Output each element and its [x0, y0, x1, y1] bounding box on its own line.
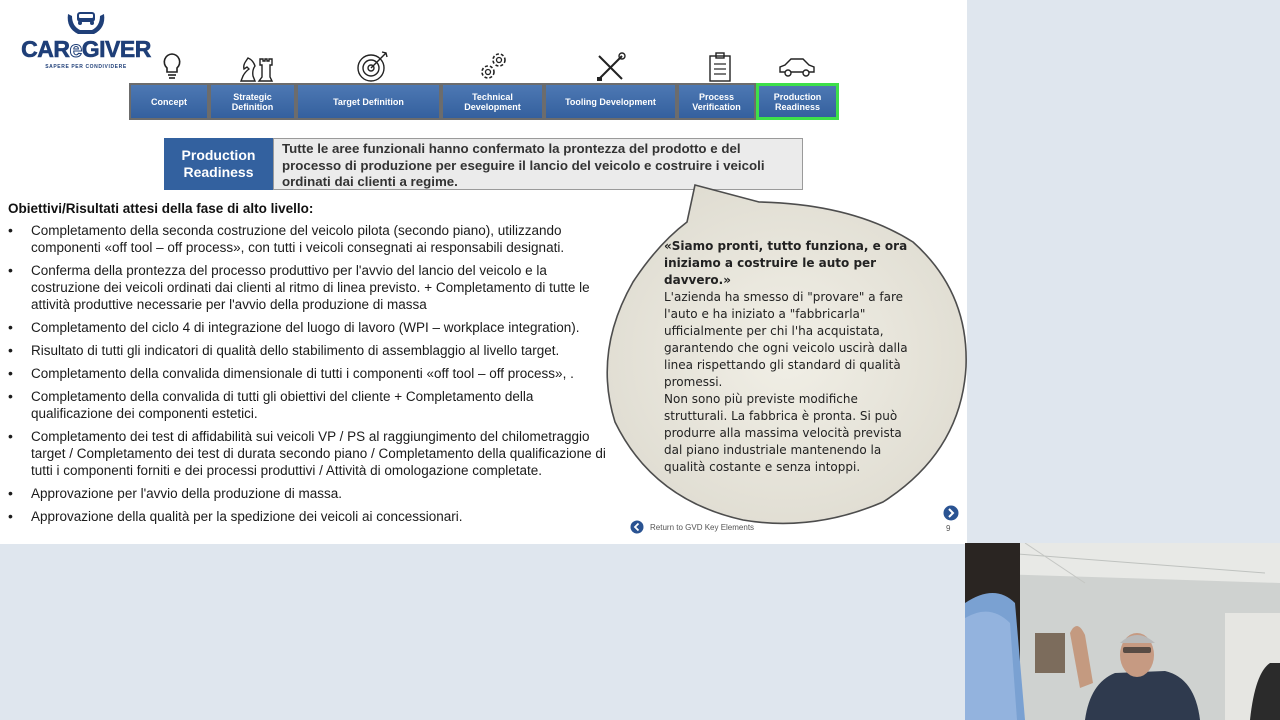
list-item: • Approvazione della qualità per la spedizione dei veicoli ai concessionari.: [8, 508, 608, 525]
phase-production-readiness[interactable]: Production Readiness: [756, 83, 839, 120]
phase-strategic-definition[interactable]: Strategic Definition: [209, 83, 296, 120]
phase-tooling-development[interactable]: Tooling Development: [544, 83, 677, 120]
logo-tagline: SAPERE PER CONDIVIDERE: [45, 64, 127, 70]
phase-process-verification[interactable]: Process Verification: [677, 83, 756, 120]
phase-technical-development[interactable]: Technical Development: [441, 83, 544, 120]
list-item: • Completamento della convalida dimensionale di tutti i componenti «off tool – off process», .: [8, 365, 608, 382]
target-icon: [354, 50, 390, 84]
list-item: • Completamento della seconda costruzione del veicolo pilota (secondo piano), utilizzando componenti «off tool – off process», con tutti i veicoli consegnati ai responsabili designati.: [8, 222, 608, 256]
phase-target-definition[interactable]: Target Definition: [296, 83, 441, 120]
caregiver-logo: [16, 6, 156, 72]
definition-label: Production Readiness: [164, 138, 273, 190]
objectives-list: [8, 222, 608, 531]
tools-icon: [594, 50, 628, 84]
chess-icon: [236, 50, 276, 84]
logo-wordmark: CAReGIVER: [21, 36, 151, 62]
bubble-title: «Siamo pronti, tutto funziona, e ora iniziamo a costruire le auto per davvero.»: [664, 239, 908, 287]
bubble-paragraph: Non sono più previste modifiche strutturali. La fabbrica è pronta. Si può produrre alla massima velocità prevista dal piano industriale mantenendo la qualità costante e senza intoppi.: [664, 392, 902, 474]
list-item: • Completamento del ciclo 4 di integrazione del luogo di lavoro (WPI – workplace integration).: [8, 319, 608, 336]
list-item: • Completamento della convalida di tutti gli obiettivi del cliente + Completamento della qualificazione dei componenti estetici.: [8, 388, 608, 422]
list-item: • Completamento dei test di affidabilità sui veicoli VP / PS al raggiungimento del chilometraggio target / Completamento dei test di durata secondo piano / Completamento della qualificazione di tutti i componenti forniti e dei processi produttivi / Attività di omologazione completate.: [8, 428, 608, 479]
list-item: • Conferma della prontezza del processo produttivo per l'avvio del lancio del veicolo e la costruzione dei veicoli ordinati dai clienti al ritmo di linea previsto. + Completamento di tutte le attività produttive necessarie per l'avvio della produzione di massa: [8, 262, 608, 313]
next-arrow-icon[interactable]: [943, 505, 959, 521]
bubble-text: [664, 238, 914, 476]
back-link[interactable]: [630, 520, 754, 534]
bubble-paragraph: L'azienda ha smesso di "provare" a fare l'auto e ha iniziato a "fabbricarla" ufficialmente per chi l'ha acquistata, garantendo che ogni veicolo uscirà dalla linea rispettando gli standard di qualità promessi.: [664, 290, 908, 389]
back-link-label: Return to GVD Key Elements: [650, 522, 755, 532]
list-item: • Approvazione per l'avvio della produzione di massa.: [8, 485, 608, 502]
car-icon: [776, 50, 818, 84]
definition-text: Tutte le aree funzionali hanno confermato la prontezza del prodotto e del processo di produzione per eseguire il lancio del veicolo e costruire i veicoli ordinati dai clienti a regime.: [273, 138, 803, 190]
objectives-title: Obiettivi/Risultati attesi della fase di alto livello:: [8, 201, 314, 216]
phase-concept[interactable]: Concept: [129, 83, 209, 120]
clipboard-icon: [706, 50, 734, 84]
page-number: 9: [946, 524, 951, 533]
gears-icon: [476, 50, 510, 84]
back-arrow-icon: [630, 520, 644, 534]
list-item: • Risultato di tutti gli indicatori di qualità dello stabilimento di assemblaggio al livello target.: [8, 342, 608, 359]
hands-car-icon: [64, 6, 108, 36]
lightbulb-icon: [160, 50, 184, 84]
webcam-feed: [965, 543, 1280, 720]
